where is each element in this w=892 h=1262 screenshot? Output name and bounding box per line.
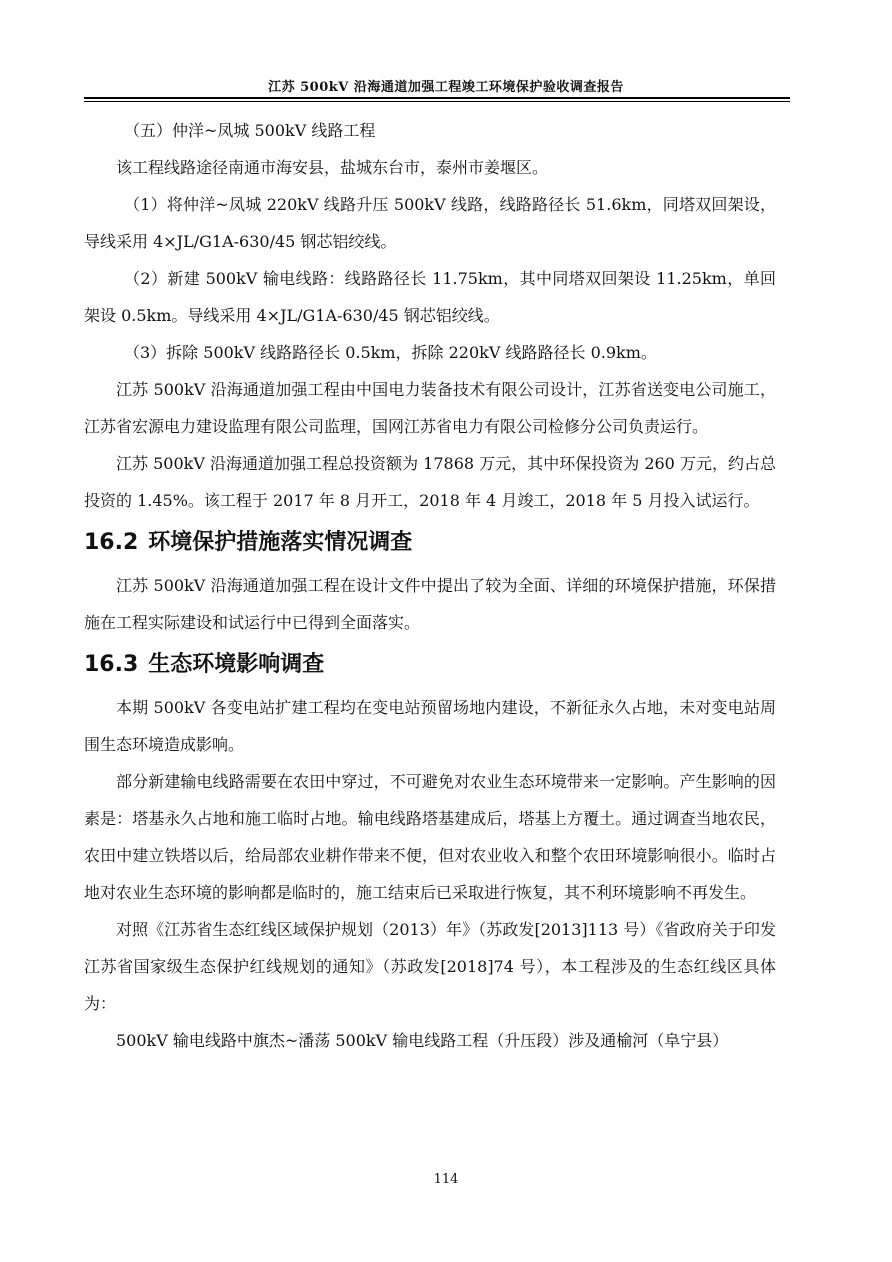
- paragraph-design: 江苏 500kV 沿海通道加强工程由中国电力装备技术有限公司设计，江苏省送变电公司施工，江苏省宏源电力建设监理有限公司监理，国网江苏省电力有限公司检修分公司负责运行。: [84, 380, 776, 436]
- paragraph: 500kV 输电线路中旗杰~潘荡 500kV 输电线路工程（升压段）涉及通榆河（阜宁县）: [116, 1031, 729, 1050]
- section-title: 环境保护措施落实情况调查: [148, 530, 413, 555]
- paragraph-item-3: （3）拆除 500kV 线路路径长 0.5km，拆除 220kV 线路路径长 0.9km。: [124, 343, 657, 362]
- paragraph: 江苏 500kV 沿海通道加强工程在设计文件中提出了较为全面、详细的环境保护措施，环保措施在工程实际建设和试运行中已得到全面落实。: [84, 576, 776, 632]
- paragraph-item-2: （2）新建 500kV 输电线路：线路路径长 11.75km，其中同塔双回架设 11.25km，单回架设 0.5km。导线采用 4×JL/G1A-630/45 钢芯铝绞线。: [84, 269, 776, 325]
- section-heading-16-3: [84, 641, 776, 689]
- page-number: 114: [433, 1172, 459, 1187]
- page-body: [84, 112, 776, 1059]
- header-rule-thick: [84, 97, 790, 99]
- paragraph: 部分新建输电线路需要在农田中穿过，不可避免对农业生态环境带来一定影响。产生影响的因素是：塔基永久占地和施工临时占地。输电线路塔基建成后，塔基上方覆土。通过调查当地农民，农田中建立铁塔以后，给局部农业耕作带来不便，但对农业收入和整个农田环境影响很小。临时占地对农业生态环境的影响都是临时的，施工结束后已采取进行恢复，其不利环境影响不再发生。: [84, 772, 776, 902]
- paragraph: 对照《江苏省生态红线区域保护规划（2013）年》（苏政发[2013]113 号）《省政府关于印发江苏省国家级生态保护红线规划的通知》（苏政发[2018]74 号），本工程涉及的生态红线区具体为：: [84, 920, 776, 1013]
- paragraph-item-1: （1）将仲洋~凤城 220kV 线路升压 500kV 线路，线路路径长 51.6km，同塔双回架设，导线采用 4×JL/G1A-630/45 钢芯铝绞线。: [84, 195, 776, 251]
- header-rule-thin: [84, 101, 790, 102]
- section-title: 生态环境影响调查: [148, 652, 325, 677]
- section-number: 16.3: [84, 652, 139, 677]
- paragraph-investment: 江苏 500kV 沿海通道加强工程总投资额为 17868 万元，其中环保投资为 260 万元，约占总投资的 1.45%。该工程于 2017 年 8 月开工，2018 年 4 月竣工，2018 年 5 月投入试运行。: [84, 454, 776, 510]
- paragraph: 本期 500kV 各变电站扩建工程均在变电站预留场地内建设，不新征永久占地，未对变电站周围生态环境造成影响。: [84, 698, 776, 754]
- subsection-heading-5: （五）仲洋~凤城 500kV 线路工程: [124, 121, 376, 140]
- running-header: 江苏 500kV 沿海通道加强工程竣工环境保护验收调查报告: [268, 80, 624, 95]
- paragraph-route: 该工程线路途径南通市海安县，盐城东台市，泰州市姜堰区。: [116, 158, 549, 177]
- section-heading-16-2: [84, 519, 776, 567]
- section-number: 16.2: [84, 530, 139, 555]
